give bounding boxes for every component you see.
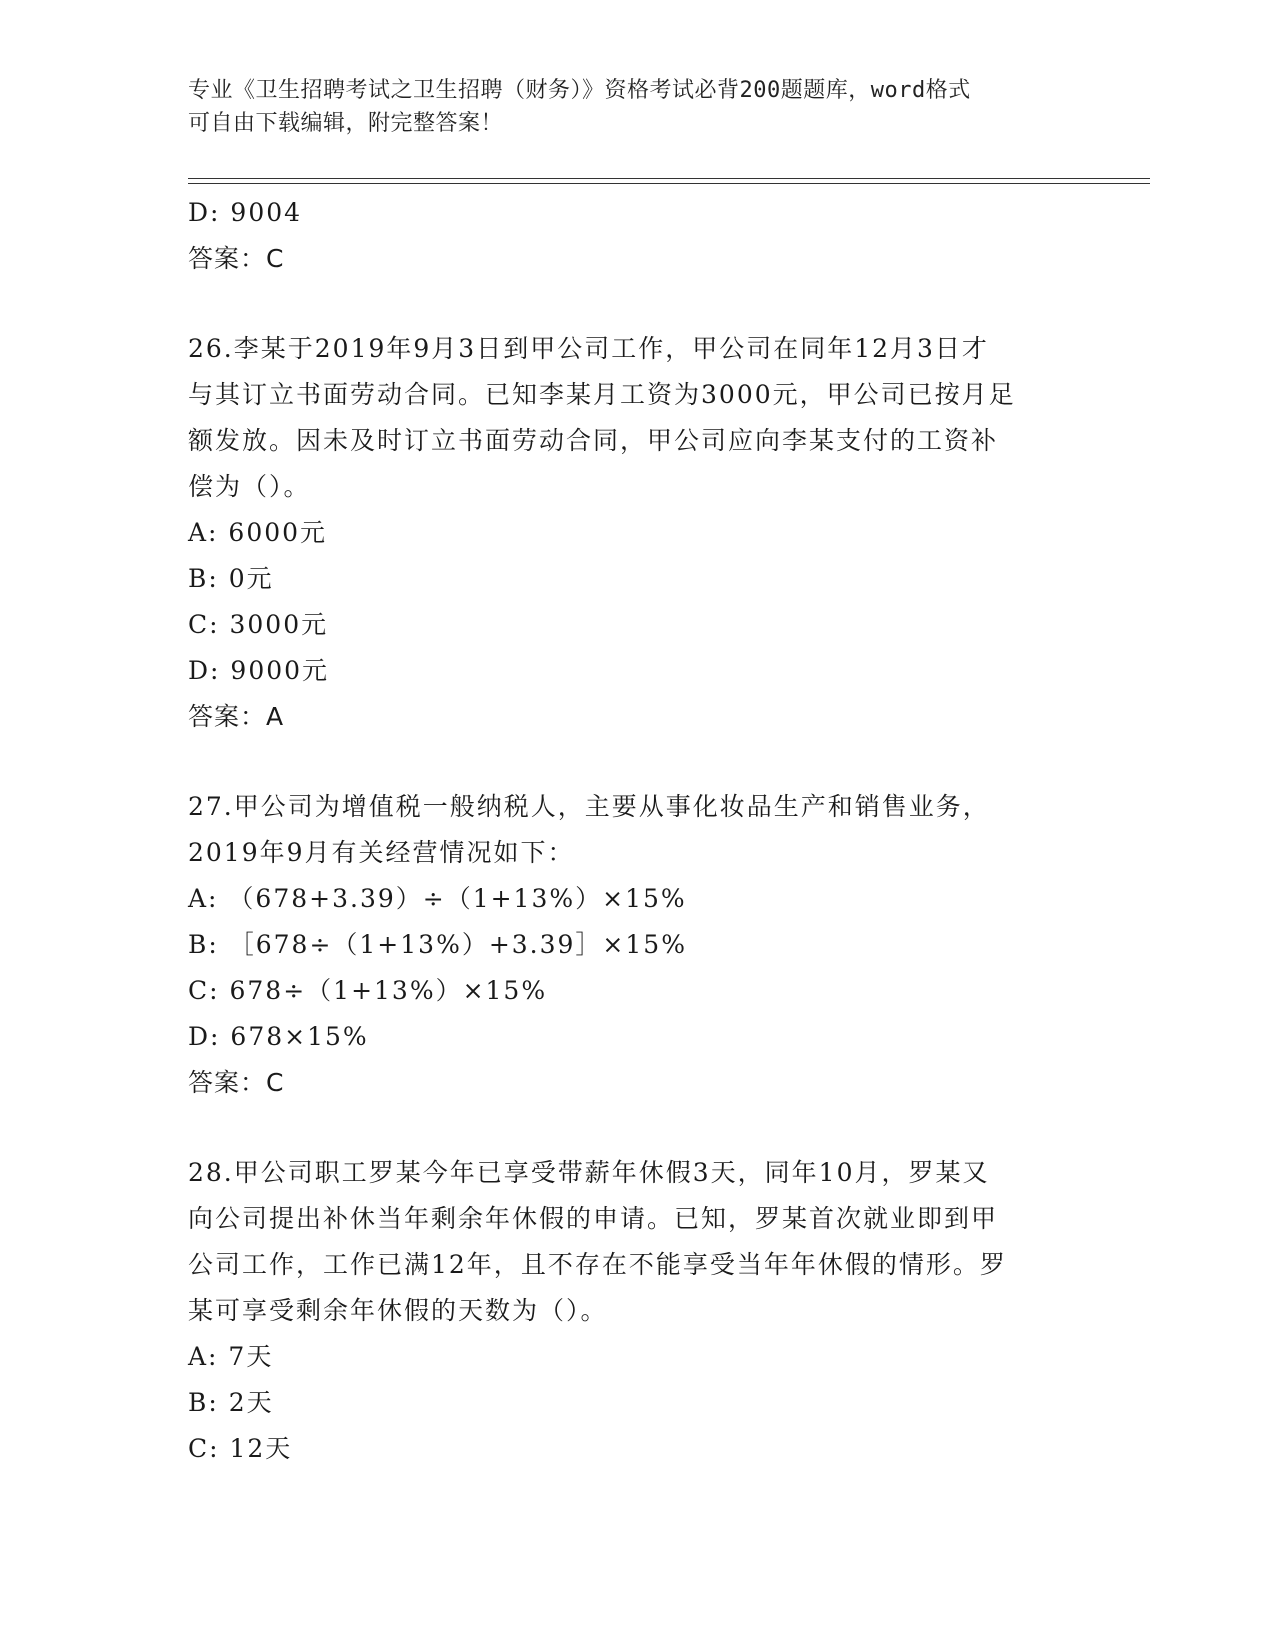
answer-line: 答案：C [188, 1068, 285, 1097]
option-b: B: ［678÷（1+13%）+3.39］×15% [188, 930, 687, 959]
question-27 [188, 784, 1088, 1106]
previous-question-tail [188, 190, 1088, 282]
answer-line: 答案：A [188, 702, 285, 731]
question-text-line: 某可享受剩余年休假的天数为（）。 [188, 1296, 608, 1325]
question-text-line: 公司工作，工作已满12年，且不存在不能享受当年年休假的情形。罗 [188, 1250, 1007, 1279]
question-text-line: 28.甲公司职工罗某今年已享受带薪年休假3天，同年10月，罗某又 [188, 1158, 990, 1187]
document-body [188, 190, 1088, 1472]
option-d: D: 678×15% [188, 1022, 369, 1051]
header-title-line-2: 可自由下载编辑，附完整答案！ [188, 111, 504, 136]
header-title-line-1: 专业《卫生招聘考试之卫生招聘（财务）》资格考试必背200题题库，word格式 [188, 78, 971, 103]
answer-line: 答案：C [188, 244, 285, 273]
header-divider-bottom [188, 183, 1150, 184]
header-divider-top [188, 178, 1150, 179]
option-c: C: 3000元 [188, 610, 329, 639]
question-text-line: 与其订立书面劳动合同。已知李某月工资为3000元，甲公司已按月足 [188, 380, 1016, 409]
document-header [188, 74, 1088, 140]
option-c: C: 678÷（1+13%）×15% [188, 976, 548, 1005]
question-text-line: 向公司提出补休当年剩余年休假的申请。已知，罗某首次就业即到甲 [188, 1204, 999, 1233]
question-text-line: 26.李某于2019年9月3日到甲公司工作，甲公司在同年12月3日才 [188, 334, 989, 363]
option-c: C: 12天 [188, 1434, 293, 1463]
question-text-line: 额发放。因未及时订立书面劳动合同，甲公司应向李某支付的工资补 [188, 426, 999, 455]
question-text-line: 27.甲公司为增值税一般纳税人，主要从事化妆品生产和销售业务， [188, 792, 990, 821]
question-text-line: 偿为（）。 [188, 472, 311, 501]
option-a: A: 6000元 [188, 518, 328, 547]
option-a: A: 7天 [188, 1342, 274, 1371]
question-text-line: 2019年9月有关经营情况如下： [188, 838, 575, 867]
option-a: A: （678+3.39）÷（1+13%）×15% [188, 884, 687, 913]
option-d: D: 9004 [188, 198, 303, 227]
question-26 [188, 326, 1088, 740]
option-b: B: 2天 [188, 1388, 274, 1417]
question-28 [188, 1150, 1088, 1472]
option-d: D: 9000元 [188, 656, 330, 685]
option-b: B: 0元 [188, 564, 274, 593]
